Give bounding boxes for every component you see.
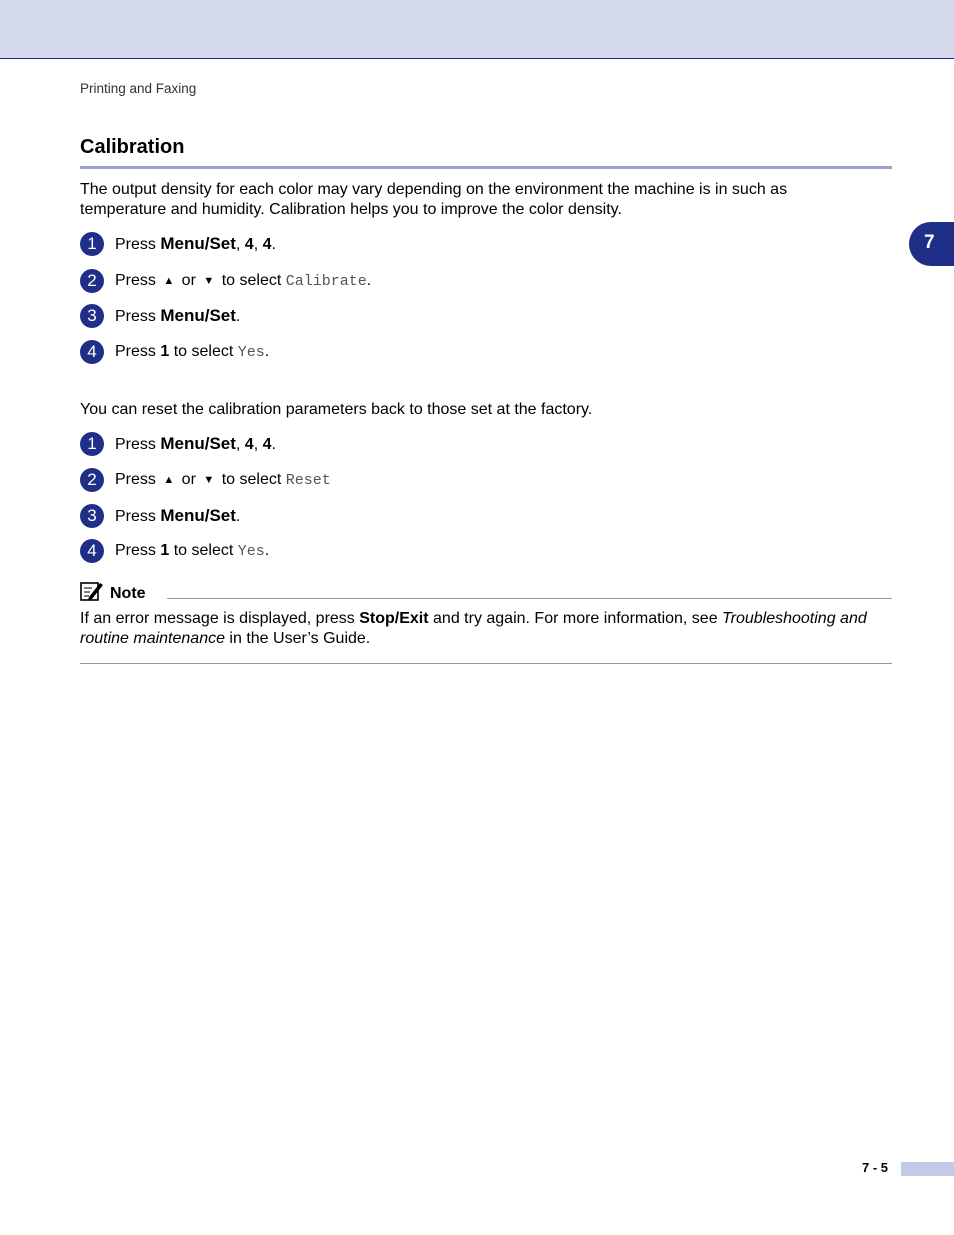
step-a2	[80, 269, 371, 293]
top-header-band	[0, 0, 954, 59]
step-text: Press Menu/Set.	[115, 306, 241, 325]
section-title: Calibration	[80, 136, 185, 158]
key-menu-set: Menu/Set	[160, 506, 236, 525]
step-text: Press ▲ or ▼ to select Reset	[115, 471, 331, 489]
reset-paragraph: You can reset the calibration parameters back to those set at the factory.	[80, 401, 593, 418]
step-text: Press 1 to select Yes.	[115, 343, 270, 361]
step-text: Press Menu/Set.	[115, 506, 241, 525]
step-a4	[80, 340, 269, 364]
lcd-text: Yes	[237, 344, 265, 361]
key-menu-set: Menu/Set	[160, 306, 236, 325]
step-b2	[80, 468, 331, 492]
note-bottom-rule	[80, 663, 892, 664]
step-b3	[80, 504, 240, 528]
step-number-badge: 3	[80, 504, 104, 528]
down-arrow-icon: ▼	[203, 474, 215, 486]
chapter-tab[interactable]	[909, 222, 954, 266]
title-rule	[80, 166, 892, 169]
note-heading	[80, 579, 146, 603]
step-text: Press Menu/Set, 4, 4.	[115, 234, 276, 253]
page-number: 7 - 5	[862, 1160, 889, 1175]
intro-paragraph: The output density for each color may vary depending on the environment the machine is in such as temperature and humidity. Calibration helps you to improve the color density.	[80, 181, 788, 218]
step-text: Press 1 to select Yes.	[115, 542, 270, 560]
guide-reference: Troubleshooting and routine maintenance	[80, 610, 867, 647]
up-arrow-icon: ▲	[163, 275, 175, 287]
running-head: Printing and Faxing	[80, 81, 197, 96]
note-top-rule	[167, 598, 892, 599]
step-b1	[80, 432, 276, 456]
note-label: Note	[110, 585, 146, 602]
step-number-badge: 4	[80, 340, 104, 364]
key-menu-set: Menu/Set	[160, 434, 236, 453]
step-a1	[80, 232, 276, 256]
step-text: Press Menu/Set, 4, 4.	[115, 434, 276, 453]
key-menu-set: Menu/Set	[160, 234, 236, 253]
down-arrow-icon: ▼	[203, 275, 215, 287]
lcd-text: Reset	[285, 472, 331, 489]
step-b4	[80, 539, 269, 563]
key-stop-exit: Stop/Exit	[359, 610, 429, 627]
step-number-badge: 2	[80, 468, 104, 492]
note-body: If an error message is displayed, press Stop/Exit and try again. For more information, see Troubleshooting and routine maintenance in the User’s Guide.	[80, 610, 867, 647]
up-arrow-icon: ▲	[163, 474, 175, 486]
lcd-text: Yes	[237, 543, 265, 560]
step-number-badge: 1	[80, 432, 104, 456]
step-text: Press ▲ or ▼ to select Calibrate.	[115, 272, 372, 290]
step-number-badge: 1	[80, 232, 104, 256]
chapter-number: 7	[924, 232, 935, 253]
step-number-badge: 2	[80, 269, 104, 293]
note-pencil-icon	[80, 580, 104, 602]
step-number-badge: 3	[80, 304, 104, 328]
footer-bar	[901, 1162, 954, 1176]
step-a3	[80, 304, 240, 328]
lcd-text: Calibrate	[285, 273, 367, 290]
step-number-badge: 4	[80, 539, 104, 563]
